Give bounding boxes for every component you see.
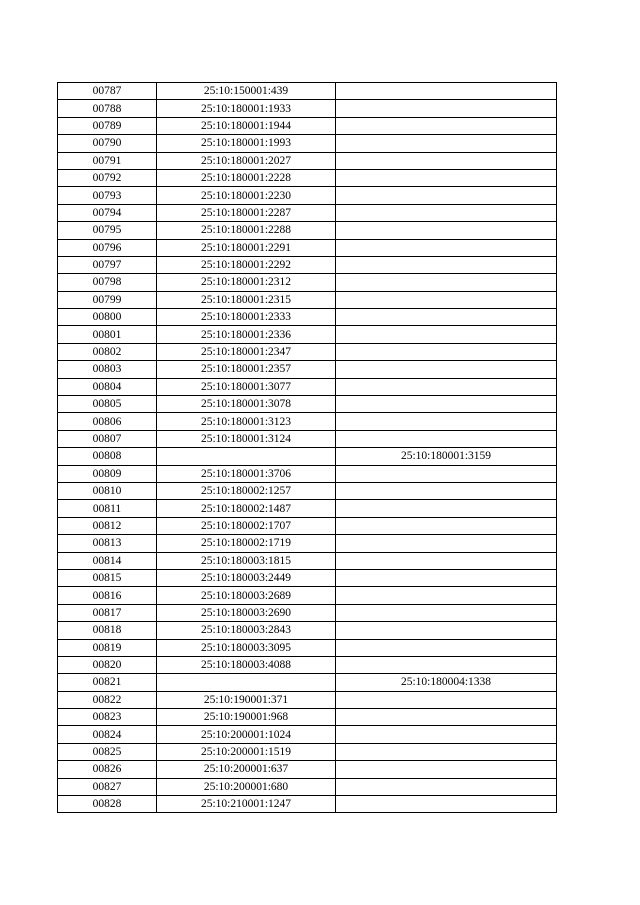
cadastral-number-cell: 25:10:180003:2449 [157,569,336,586]
cadastral-number-cell: 25:10:180003:2689 [157,587,336,604]
cadastral-number-cell [157,448,336,465]
cadastral-number-cell: 25:10:180001:3124 [157,430,336,447]
row-number-cell: 00817 [58,604,157,621]
cadastral-number-cell: 25:10:190001:968 [157,709,336,726]
cadastral-number-alt-cell [336,569,557,586]
cadastral-number-alt-cell [336,691,557,708]
row-number-cell: 00809 [58,465,157,482]
table-row [58,222,557,239]
row-number-cell: 00806 [58,413,157,430]
table-row [58,430,557,447]
cadastral-number-alt-cell [336,639,557,656]
cadastral-number-alt-cell [336,622,557,639]
row-number-cell: 00790 [58,135,157,152]
cadastral-number-alt-cell [336,239,557,256]
row-number-cell: 00793 [58,187,157,204]
table-row [58,117,557,134]
row-number-cell: 00810 [58,482,157,499]
row-number-cell: 00827 [58,778,157,795]
table-row [58,500,557,517]
cadastral-number-alt-cell [336,169,557,186]
cadastral-number-alt-cell: 25:10:180001:3159 [336,448,557,465]
cadastral-number-cell: 25:10:180001:3123 [157,413,336,430]
cadastral-number-alt-cell [336,796,557,813]
records-table-body [58,83,557,813]
cadastral-number-cell: 25:10:180001:1944 [157,117,336,134]
cadastral-number-cell: 25:10:180001:2312 [157,274,336,291]
cadastral-number-alt-cell [336,396,557,413]
cadastral-number-alt-cell [336,326,557,343]
cadastral-number-alt-cell [336,656,557,673]
table-row [58,691,557,708]
cadastral-number-alt-cell [336,187,557,204]
cadastral-number-cell: 25:10:180001:2228 [157,169,336,186]
cadastral-number-cell: 25:10:180001:2027 [157,152,336,169]
table-row [58,187,557,204]
table-row [58,726,557,743]
table-row [58,378,557,395]
row-number-cell: 00818 [58,622,157,639]
cadastral-number-cell: 25:10:180002:1719 [157,535,336,552]
records-table [57,82,557,813]
cadastral-number-alt-cell [336,500,557,517]
row-number-cell: 00816 [58,587,157,604]
cadastral-number-alt-cell [336,778,557,795]
cadastral-number-cell: 25:10:180002:1487 [157,500,336,517]
table-row [58,326,557,343]
cadastral-number-alt-cell [336,274,557,291]
row-number-cell: 00823 [58,709,157,726]
cadastral-number-cell: 25:10:180003:2690 [157,604,336,621]
cadastral-number-cell: 25:10:190001:371 [157,691,336,708]
row-number-cell: 00803 [58,361,157,378]
table-row [58,361,557,378]
table-row [58,622,557,639]
cadastral-number-alt-cell [336,256,557,273]
table-row [58,413,557,430]
row-number-cell: 00789 [58,117,157,134]
row-number-cell: 00794 [58,204,157,221]
table-row [58,465,557,482]
row-number-cell: 00792 [58,169,157,186]
table-row [58,674,557,691]
table-row [58,569,557,586]
row-number-cell: 00811 [58,500,157,517]
row-number-cell: 00808 [58,448,157,465]
cadastral-number-alt-cell [336,361,557,378]
row-number-cell: 00797 [58,256,157,273]
table-row [58,83,557,100]
table-row [58,517,557,534]
cadastral-number-cell: 25:10:180001:2315 [157,291,336,308]
table-row [58,482,557,499]
table-row [58,291,557,308]
row-number-cell: 00801 [58,326,157,343]
row-number-cell: 00805 [58,396,157,413]
cadastral-number-alt-cell [336,291,557,308]
cadastral-number-alt-cell [336,482,557,499]
table-row [58,448,557,465]
cadastral-number-cell: 25:10:150001:439 [157,83,336,100]
table-row [58,778,557,795]
row-number-cell: 00824 [58,726,157,743]
cadastral-number-alt-cell [336,430,557,447]
cadastral-number-alt-cell [336,309,557,326]
cadastral-number-cell: 25:10:180001:2347 [157,343,336,360]
cadastral-number-alt-cell [336,135,557,152]
cadastral-number-alt-cell [336,343,557,360]
cadastral-number-cell: 25:10:180001:3077 [157,378,336,395]
cadastral-number-cell: 25:10:180003:4088 [157,656,336,673]
table-row [58,656,557,673]
row-number-cell: 00802 [58,343,157,360]
cadastral-number-cell: 25:10:180002:1707 [157,517,336,534]
cadastral-number-alt-cell [336,726,557,743]
table-row [58,396,557,413]
cadastral-number-alt-cell [336,378,557,395]
cadastral-number-alt-cell [336,465,557,482]
cadastral-number-cell: 25:10:180001:2336 [157,326,336,343]
cadastral-number-alt-cell [336,413,557,430]
row-number-cell: 00814 [58,552,157,569]
cadastral-number-cell: 25:10:200001:1519 [157,743,336,760]
cadastral-number-cell: 25:10:180001:2288 [157,222,336,239]
table-row [58,604,557,621]
row-number-cell: 00821 [58,674,157,691]
row-number-cell: 00812 [58,517,157,534]
row-number-cell: 00826 [58,761,157,778]
table-row [58,309,557,326]
row-number-cell: 00819 [58,639,157,656]
cadastral-number-alt-cell [336,517,557,534]
row-number-cell: 00787 [58,83,157,100]
table-row [58,761,557,778]
cadastral-number-alt-cell [336,761,557,778]
table-row [58,100,557,117]
table-row [58,639,557,656]
table-row [58,256,557,273]
cadastral-number-cell: 25:10:180001:1933 [157,100,336,117]
row-number-cell: 00813 [58,535,157,552]
cadastral-number-cell: 25:10:180001:1993 [157,135,336,152]
cadastral-number-cell: 25:10:200001:680 [157,778,336,795]
cadastral-number-alt-cell [336,152,557,169]
table-row [58,743,557,760]
table-row [58,239,557,256]
row-number-cell: 00815 [58,569,157,586]
cadastral-number-cell: 25:10:180003:2843 [157,622,336,639]
table-row [58,709,557,726]
cadastral-number-cell [157,674,336,691]
row-number-cell: 00796 [58,239,157,256]
cadastral-number-cell: 25:10:180001:3706 [157,465,336,482]
cadastral-number-cell: 25:10:180002:1257 [157,482,336,499]
cadastral-number-alt-cell [336,100,557,117]
cadastral-number-cell: 25:10:180001:2230 [157,187,336,204]
cadastral-number-alt-cell [336,743,557,760]
cadastral-number-cell: 25:10:180003:1815 [157,552,336,569]
table-row [58,796,557,813]
cadastral-number-cell: 25:10:180001:3078 [157,396,336,413]
cadastral-number-alt-cell [336,587,557,604]
table-row [58,169,557,186]
cadastral-number-cell: 25:10:200001:1024 [157,726,336,743]
table-row [58,587,557,604]
table-row [58,204,557,221]
cadastral-number-cell: 25:10:200001:637 [157,761,336,778]
row-number-cell: 00825 [58,743,157,760]
table-row [58,274,557,291]
cadastral-number-alt-cell [336,117,557,134]
cadastral-number-alt-cell [336,535,557,552]
table-row [58,135,557,152]
table-row [58,343,557,360]
row-number-cell: 00807 [58,430,157,447]
row-number-cell: 00822 [58,691,157,708]
row-number-cell: 00798 [58,274,157,291]
cadastral-number-cell: 25:10:180001:2292 [157,256,336,273]
cadastral-number-alt-cell [336,709,557,726]
row-number-cell: 00799 [58,291,157,308]
cadastral-number-cell: 25:10:180003:3095 [157,639,336,656]
cadastral-number-alt-cell [336,222,557,239]
cadastral-number-cell: 25:10:210001:1247 [157,796,336,813]
table-row [58,535,557,552]
cadastral-number-alt-cell [336,604,557,621]
cadastral-number-cell: 25:10:180001:2287 [157,204,336,221]
cadastral-number-alt-cell [336,204,557,221]
row-number-cell: 00795 [58,222,157,239]
row-number-cell: 00791 [58,152,157,169]
table-row [58,552,557,569]
row-number-cell: 00828 [58,796,157,813]
row-number-cell: 00788 [58,100,157,117]
cadastral-number-cell: 25:10:180001:2357 [157,361,336,378]
cadastral-number-alt-cell [336,83,557,100]
cadastral-number-cell: 25:10:180001:2333 [157,309,336,326]
row-number-cell: 00800 [58,309,157,326]
row-number-cell: 00804 [58,378,157,395]
cadastral-number-alt-cell [336,552,557,569]
table-row [58,152,557,169]
row-number-cell: 00820 [58,656,157,673]
cadastral-number-cell: 25:10:180001:2291 [157,239,336,256]
cadastral-number-alt-cell: 25:10:180004:1338 [336,674,557,691]
